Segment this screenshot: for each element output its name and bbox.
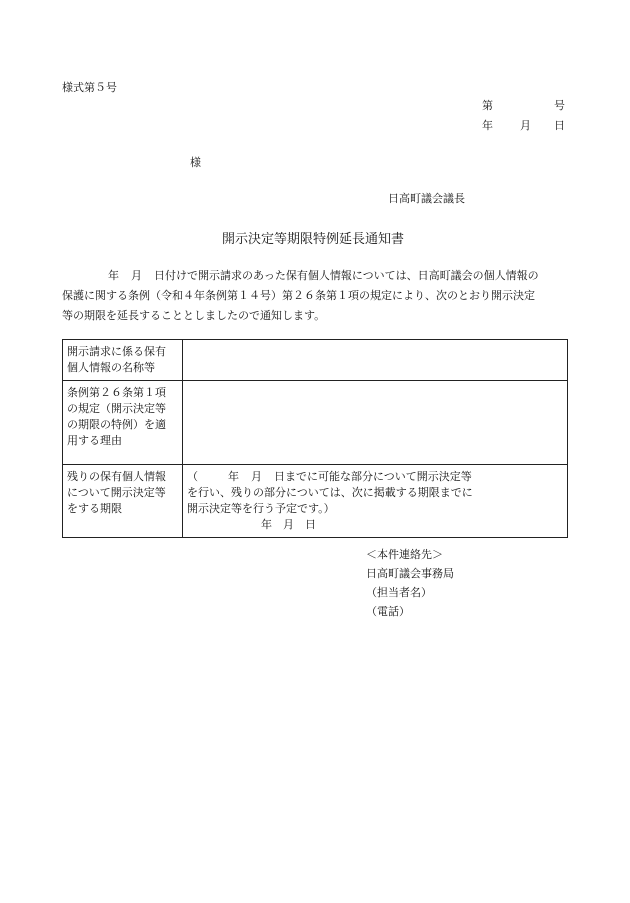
label-line: 残りの保有個人情報 (67, 470, 166, 483)
open-paren: （ (187, 470, 198, 483)
body-year-label: 年 (108, 269, 119, 282)
deadline-month: 月 (251, 470, 262, 483)
contact-info (366, 545, 454, 621)
contact-office: 日高町議会事務局 (366, 567, 454, 580)
deadline-line-3: 開示決定等を行う予定です。） (187, 502, 335, 515)
label-line: 個人情報の名称等 (67, 361, 155, 374)
label-line: 開示請求に係る保有 (67, 345, 166, 358)
deadline-line-1-text: 日までに可能な部分について開示決定等 (274, 470, 472, 483)
deadline-line-1 (187, 469, 563, 485)
extension-reason-value (183, 381, 568, 465)
contact-person: （担当者名） (366, 586, 432, 599)
remaining-deadline-label (63, 465, 183, 538)
addressee: 様 (190, 156, 201, 169)
details-table (62, 339, 568, 538)
label-line: 用する理由 (67, 434, 122, 447)
body-line-1-text: 日付けで開示請求のあった保有個人情報については、日高町議会の個人情報の (154, 269, 539, 282)
document-number-prefix: 第 (482, 99, 493, 112)
info-name-label (63, 340, 183, 381)
form-number: 様式第５号 (62, 81, 117, 94)
label-line: の期限の特例）を適 (67, 418, 166, 431)
date-month: 月 (520, 119, 531, 132)
contact-phone: （電話） (366, 605, 410, 618)
info-name-value (183, 340, 568, 381)
table-row (63, 340, 568, 381)
body-line-2: 保護に関する条例（令和４年条例第１４号）第２６条第１項の規定により、次のとおり開示決定 (62, 289, 535, 302)
sender: 日高町議会議長 (388, 192, 465, 205)
label-line: 条例第２６条第１項 (67, 386, 166, 399)
contact-heading: ＜本件連絡先＞ (366, 548, 443, 561)
body-month-label: 月 (131, 269, 142, 282)
deadline-date: 年 月 日 (261, 518, 316, 531)
label-line: をする期限 (67, 502, 122, 515)
document-title: 開示決定等期限特例延長通知書 (222, 232, 405, 247)
notice-body (62, 266, 568, 326)
deadline-line-2: を行い、残りの部分については、次に掲載する期限までに (187, 486, 473, 499)
date-day: 日 (554, 119, 565, 132)
deadline-year: 年 (228, 470, 239, 483)
label-line: について開示決定等 (67, 486, 166, 499)
extension-reason-label (63, 381, 183, 465)
document-number-suffix: 号 (554, 99, 565, 112)
remaining-deadline-value (183, 465, 568, 538)
date-year: 年 (482, 119, 493, 132)
body-line-1 (62, 266, 568, 286)
label-line: の規定（開示決定等 (67, 402, 166, 415)
table-row (63, 381, 568, 465)
body-line-3: 等の期限を延長することとしましたので通知します。 (62, 309, 326, 322)
table-row (63, 465, 568, 538)
